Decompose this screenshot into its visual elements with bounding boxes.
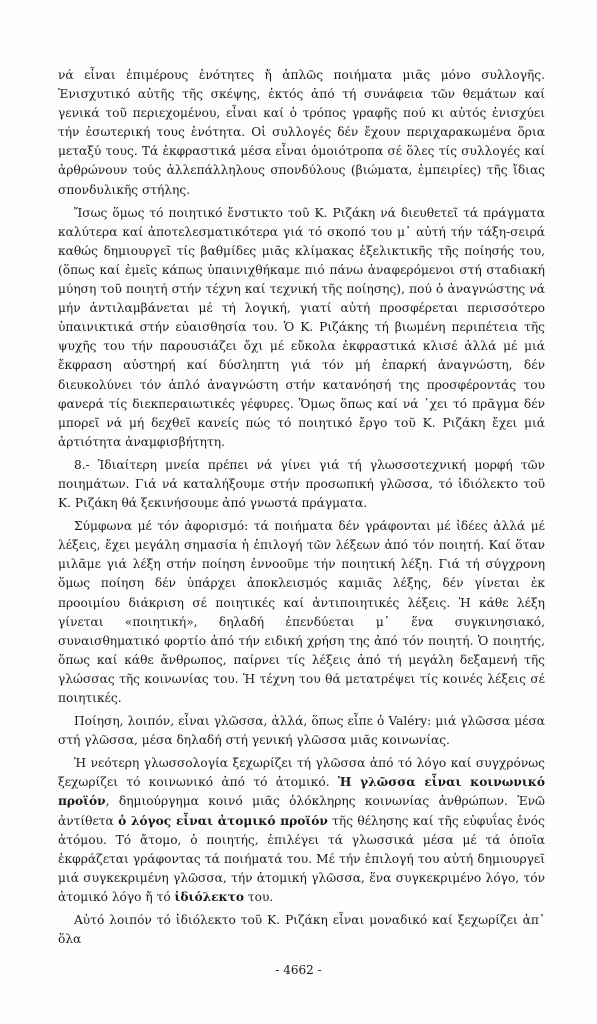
paragraph (58, 911, 545, 949)
paragraph (58, 204, 545, 452)
text-run: Σύμφωνα μέ τόν ἀφορισμό: τά ποιήματα δέν γράφονται μέ ἰδέες ἀλλά μέ λέξεις, ἔχει μεγάλη σημασία ἡ ἐπιλογή τῶν λέξεων ἀπό τόν ποιητή. Καί ὅταν μιλᾶμε γιά λέξη στήν ποίηση ἐννοοῦμε τήν ποιητική λέξη. Γιά τή σύγχρονη ὅμως ποίηση δέν ὑπάρχει ἀποκλεισμός καμιᾶς λέξης, δέν γίνεται ἐκ προοιμίου διάκριση σέ ποιητικές καί ἀντιποιητικές λέξεις. Ἡ κάθε λέξη γίνεται «ποιητική», δηλαδή ἐπενδύεται μ᾽ ἕνα συγκινησιακό, συναισθηματικό φορτίο ἀπό τήν ειδική χρήση της ἀπό τόν ποιητή. Ὁ ποιητής, ὅπως καί κάθε ἄνθρωπος, παίρνει τίς λέξεις ἀπό τή μεγάλη δεξαμενή τῆς γλώσσας τῆς κοινωνίας του. Ἡ τέχνη του θά μετατρέψει τίς κοινές λέξεις σέ ποιητικές. (58, 519, 545, 705)
paragraph (58, 712, 545, 750)
text-run: Ἴσως ὅμως τό ποιητικό ἔνστικτο τοῦ Κ. Ριζάκη νά διευθετεῖ τά πράγματα καλύτερα καί ἀποτελεσματικότερα γιά τό σκοπό του μ᾽ αὐτή τήν τάξη-σειρά καθώς δημιουργεῖ τίς βαθμίδες μιᾶς κλίμακας ἐξελικτικῆς τῆς ποίησής του, (ὅπως καί ἐμεῖς κάπως ὑπαινιχθήκαμε πιό πάνω ἀναφερόμενοι στή σταδιακή μύηση τοῦ ποιητή στήν τέχνη καί τεχνική τῆς ποίησης), πού ὁ ἀναγνώστης νά μήν ἀντιλαμβάνεται μέ τή λογική, γιατί αὐτή προσφέρεται περισσότερο ὑπαινικτικά στήν εὐαισθησία του. Ὁ Κ. Ριζάκης τή βιωμένη περιπέτεια τῆς ψυχῆς του τήν παρουσιάζει ὄχι μέ εὔκολα ἐκφραστικά κλισέ ἀλλά μέ μιά ἔκφραση αὐστηρή καί δύσληπτη γιά τόν μή ἐπαρκή ἀναγνώστη, δέν διευκολύνει τόν ἁπλό ἀναγνώστη στήν κατανόησή της προσφέροντάς του φανερά τίς διεκπεραιωτικές γέφυρες. Ὅμως ὅπως καί νά ᾽χει τό πρᾶγμα δέν μπορεῖ νά μή δεχθεῖ κανείς πώς τό ποιητικό ἔργο τοῦ Κ. Ριζάκη ἔχει μιά ἀρτιότητα ἀναμφισβήτητη. (58, 205, 545, 449)
paragraph (58, 517, 545, 708)
text-run: Αὐτό λοιπόν τό ἰδιόλεκτο τοῦ Κ. Ριζάκη εἶναι μοναδικό καί ξεχωρίζει ἀπ᾽ ὅλα (58, 913, 545, 947)
paragraph (58, 754, 545, 907)
text-run: νά εἶναι ἐπιμέρους ἑνότητες ἤ ἁπλῶς ποιήματα μιᾶς μόνο συλλογῆς. Ἐνισχυτικό αὐτῆς τῆς σκέψης, ἐκτός ἀπό τή συνάφεια τῶν θεμάτων καί γενικά τοῦ περιεχομένου, εἶναι καί ὁ τρόπος γραφῆς πού κι αὐτός ἐνισχύει τήν ἐσωτερική τους ἑνότητα. Οἱ συλλογές δέν ἔχουν περιχαρακωμένα ὅρια μεταξύ τους. Τά ἐκφραστικά μέσα εἶναι ὁμοιότροπα σέ ὅλες τίς συλλογές καί ἀρθρώνουν τούς ἀλλεπάλληλους σπονδύλους (βιώματα, ἐμπειρίες) τῆς ἴδιας σπονδυλικῆς στήλης. (58, 68, 545, 197)
text-run: τῆς θέλησης καί τῆς εὐφυΐας ἑνός ἀτόμου. Τό ἄτομο, ὁ ποιητής, ἐπιλέγει τά γλωσσικά μέσα μέ τά ὁποῖα ἐκφράζεται γράφοντας τά ποιήματά του. Μέ τήν ἐπιλογή του αὐτή δημιουργεῖ μιά συγκεκριμένη γλῶσσα, τήν ἀτομική γλῶσσα, ἕνα συγκεκριμένο λόγο, τόν ἀτομικό λόγο ἤ τό (58, 813, 545, 904)
paragraph (58, 66, 545, 200)
bold-text: ἰδιόλεκτο (174, 889, 245, 904)
bold-text: ὁ λόγος εἶναι ἀτομικό προϊόν (118, 813, 328, 828)
body-text (58, 66, 545, 949)
paragraph (58, 456, 545, 513)
text-run: Ἡ νεότερη γλωσσολογία ξεχωρίζει τή γλῶσσα ἀπό τό λόγο καί συγχρόνως ξεχωρίζει τό κοινωνικό ἀπό τό ἀτομικό. (58, 756, 545, 790)
text-run: 8.- Ἰδιαίτερη μνεία πρέπει νά γίνει γιά τή γλωσσοτεχνική μορφή τῶν ποιημάτων. Γιά νά καταλήξουμε στήν προσωπική γλῶσσα, τό ἰδιόλεκτο τοῦ Κ. Ριζάκη θά ξεκινήσουμε ἀπό γνωστά πράγματα. (58, 457, 545, 511)
page-number: - 4662 - (275, 963, 322, 977)
text-run: του. (244, 889, 274, 904)
text-run: , δημιούργημα κοινό μιᾶς ὁλόκληρης κοινωνίας ἀνθρώπων. Ἐνῶ ἀντίθετα (58, 794, 545, 828)
bold-text: Ἡ γλῶσσα εἶναι κοινωνικό προϊόν (58, 775, 545, 809)
text-run: Ποίηση, λοιπόν, εἶναι γλῶσσα, ἀλλά, ὅπως εἶπε ὁ Valéry: μιά γλῶσσα μέσα στή γλῶσσα, μέσα δηλαδή στή γενική γλῶσσα μιᾶς κοινωνίας. (58, 714, 545, 748)
